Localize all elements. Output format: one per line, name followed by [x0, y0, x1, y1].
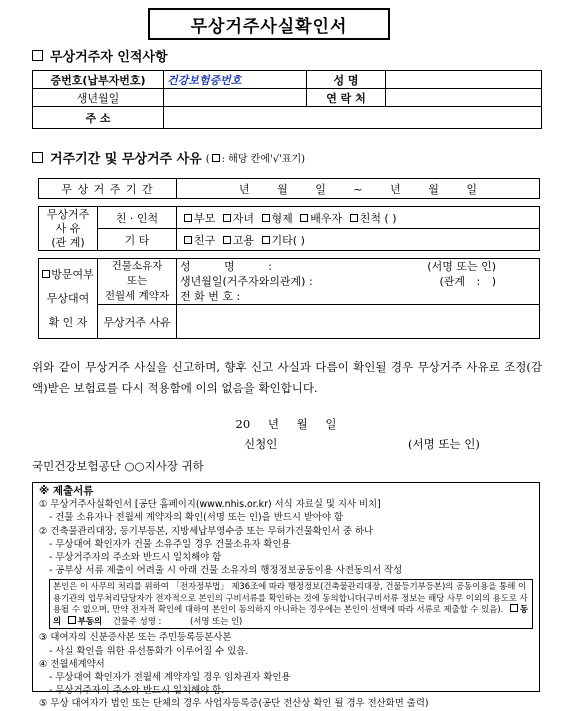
reason-label: 무상거주 사 유 (관 계) — [39, 207, 98, 251]
checkbox-icon[interactable] — [42, 270, 50, 278]
section-heading: 거주기간 및 무상거주 사유 — [50, 152, 202, 167]
contact-field[interactable] — [386, 89, 542, 107]
name-label: 성 명 — [307, 71, 386, 89]
note-line: - 사실 확인을 위한 유선통화가 이루어질 수 있음. — [49, 645, 249, 657]
checkbox-icon — [32, 152, 43, 163]
checkbox-icon — [212, 154, 220, 162]
consent-box: 본인은 이 사무의 처리를 위하여 「전자정부법」 제36조에 따라 행정정보(건축물관리대장, 건물등기부등본)의 공동이용을 통해 이용기관의 업무처리담당자가 전자적으로 본인의 구비서류를 확인하는 것에 동의합니다(구비서류 정보는 해당 사무 이외의 용도로 사용될 수 없으며, 만약 전자적 확인에 대하여 본인이 동의하지 아니하는 경우에는 본인이 선택에 따라 서류로 제출할 수 있음). 동의 부동의 건물주 성명 : (서명 또는 인) — [49, 579, 533, 629]
kin-options: 부모 자녀 형제 배우자 친척 ( ) — [177, 207, 540, 229]
checkbox-icon[interactable] — [223, 214, 231, 222]
birth-field[interactable] — [164, 89, 307, 107]
note-line: ③ 대여자의 신분증사본 또는 주민등록등본사본 — [39, 632, 232, 644]
note-line: - 무상대여 확인자가 전월세 계약자일 경우 임차권자 확인용 — [49, 672, 291, 684]
applicant-sign[interactable]: (서명 또는 인) — [408, 437, 480, 451]
confirmer-label: 방문여부 무상대여 확 인 자 — [39, 259, 98, 339]
section-personal-info — [32, 46, 168, 65]
birth-label: 생년월일 — [33, 89, 164, 107]
address-field[interactable] — [164, 107, 542, 129]
checkbox-icon[interactable] — [510, 604, 518, 612]
applicant-label: 신청인 — [244, 437, 278, 451]
notes-heading: ※ 제출서류 — [39, 485, 94, 497]
checkbox-icon — [32, 50, 43, 61]
personal-info-table — [32, 70, 542, 129]
checkbox-icon[interactable] — [262, 236, 270, 244]
note-line: - 무상거주자의 주소와 반드시 일치해야 함 — [49, 552, 222, 564]
note-line: - 공부상 서류 제출이 어려울 시 아래 건물 소유자의 행정정보공동이용 사전동의서 작성 — [49, 565, 403, 577]
address-label: 주 소 — [33, 107, 164, 129]
note-line: - 건물 소유자나 전월세 계약자의 확인(서명 또는 인)을 반드시 받아야 함 — [49, 512, 344, 524]
other-label: 기 타 — [98, 229, 177, 251]
owner-label: 건물소유자 또는 전월세 계약자 — [98, 259, 177, 305]
period-reason-table — [38, 178, 540, 339]
note-line: ① 무상거주사실확인서 [공단 홈페이지(www.nhis.or.kr) 서식 자료실 및 지사 비치] — [39, 499, 381, 511]
contact-label: 연 락 처 — [307, 89, 386, 107]
checkbox-icon[interactable] — [184, 236, 192, 244]
note-line: ④ 전월세계약서 — [39, 658, 105, 670]
period-label: 무 상 거 주 기 간 — [39, 179, 177, 199]
id-label: 증번호(납부자번호) — [33, 71, 164, 89]
owner-fields[interactable]: 성 명 : (서명 또는 인) 생년월일(거주자와의관계) : (관계 : ) 전 화 번 호 : — [177, 259, 540, 305]
note-line: - 무상대여 확인자가 건물 소유주일 경우 건물소유자 확인용 — [49, 538, 291, 550]
date-line[interactable]: 20 년 월 일 — [235, 417, 337, 431]
note-line: ② 건축물관리대장, 등기부등본, 지방세납부영수증 또는 무허가건물확인서 중 하나 — [39, 525, 374, 537]
checkbox-icon[interactable] — [262, 214, 270, 222]
name-field[interactable] — [386, 71, 542, 89]
checkbox-icon[interactable] — [300, 214, 308, 222]
checkbox-icon[interactable] — [223, 236, 231, 244]
section-note: ( : 해당 칸에'√'표기) — [205, 154, 306, 165]
note-line: ⑤ 무상 대여자가 법인 또는 단체의 경우 사업자등록증(공단 전산상 확인 될 경우 전산화면 출력) — [39, 698, 429, 710]
checkbox-icon[interactable] — [350, 214, 358, 222]
section-period-reason — [32, 148, 305, 167]
section-heading: 무상거주자 인적사항 — [50, 50, 168, 65]
free-reason-field[interactable] — [177, 305, 540, 339]
period-value[interactable]: 년 월 일 ~ 년 월 일 — [177, 179, 540, 199]
checkbox-icon[interactable] — [184, 214, 192, 222]
document-title: 무상거주사실확인서 — [148, 8, 390, 40]
other-options: 친구 고용 기타( ) — [177, 229, 540, 251]
declaration-text: 위와 같이 무상거주 사실을 신고하며, 향후 신고 사실과 다름이 확인될 경우 무상거주 사유로 조정(감액)받은 보험료를 다시 적용함에 이의 없음을 확인합니다. — [32, 360, 542, 395]
submission-notes — [32, 482, 540, 710]
recipient-line: 국민건강보험공단 ○○지사장 귀하 — [32, 459, 204, 473]
id-value[interactable]: 건강보험증번호 — [164, 71, 307, 89]
checkbox-icon[interactable] — [68, 616, 76, 624]
kin-label: 친 · 인척 — [98, 207, 177, 229]
free-reason-label: 무상거주 사유 — [98, 305, 177, 339]
consent-text: 본인은 이 사무의 처리를 위하여 「전자정부법」 제36조에 따라 행정정보(건축물관리대장, 건물등기부등본)의 공동이용을 통해 이용기관의 업무처리담당자가 전자적으로 본인의 구비서류를 확인하는 것에 동의합니다(구비서류 정보는 해당 사무 이외의 용도로 사용될 수 없으며, 만약 전자적 확인에 대하여 본인이 동의하지 아니하는 경우에는 본인이 선택에 따라 서류로 제출할 수 있음). — [53, 581, 528, 615]
note-line: - 무상거주자의 주소와 반드시 일치해야 함. — [49, 685, 225, 697]
